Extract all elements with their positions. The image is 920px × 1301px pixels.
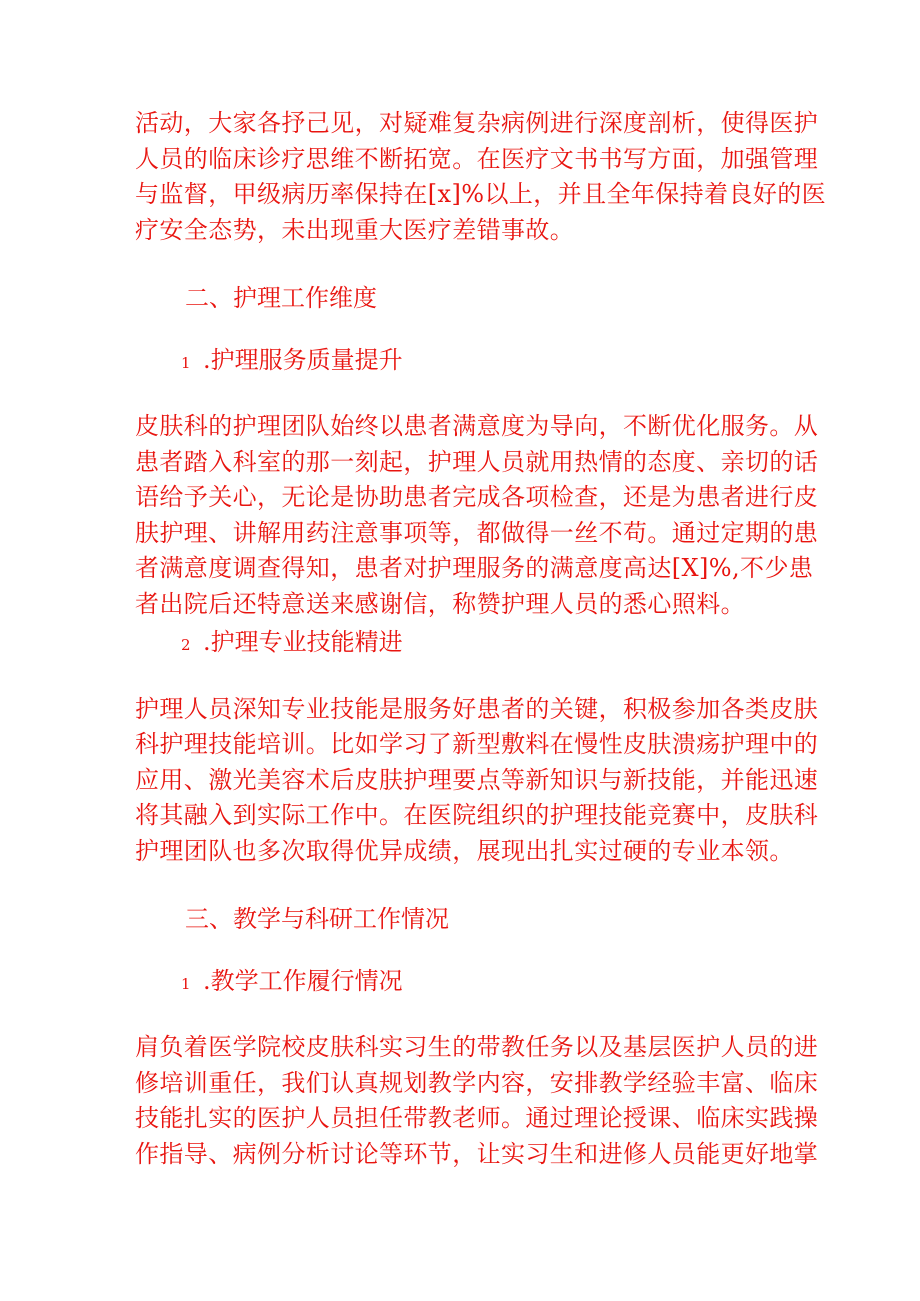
text-line: 修培训重任，我们认真规划教学内容，安排教学经验丰富、临床 <box>135 1068 819 1097</box>
text-line: 肩负着医学院校皮肤科实习生的带教任务以及基层医护人员的进 <box>135 1033 819 1061</box>
paragraph-diagnosis-summary <box>135 106 827 248</box>
section-heading-nursing: 二、护理工作维度 <box>185 284 377 312</box>
text-line: 者出院后还特意送来感谢信，称赞护理人员的悉心照料。 <box>135 589 745 618</box>
text-line: 患者踏入科室的那一刻起，护理人员就用热情的态度、亲切的话 <box>135 447 819 476</box>
text-line: 护理团队也多次取得优异成绩，展现出扎实过硬的专业本领。 <box>135 836 794 865</box>
subheading-nursing-skills <box>135 625 795 664</box>
item-title: .护理服务质量提升 <box>203 345 403 374</box>
text-line: 技能扎实的医护人员担任带教老师。通过理论授课、临床实践操 <box>135 1104 819 1132</box>
item-title: .护理专业技能精进 <box>203 628 403 656</box>
text-line: 人员的临床诊疗思维不断拓宽。在医疗文书书写方面，加强管理 <box>135 144 819 173</box>
item-number: 1 <box>181 353 191 372</box>
paragraph-nursing-service <box>135 409 819 622</box>
text-line: 与监督，甲级病历率保持在[x]%以上，并且全年保持着良好的医 <box>135 180 827 208</box>
text-line: 皮肤科的护理团队始终以患者满意度为导向，不断优化服务。从 <box>135 412 819 440</box>
text-line: 肤护理、讲解用药注意事项等，都做得一丝不苟。通过定期的患 <box>135 518 819 547</box>
item-number: 2 <box>181 636 191 654</box>
subheading-teaching <box>135 964 795 1003</box>
text-line: 疗安全态势，未出现重大医疗差错事故。 <box>135 215 575 244</box>
paragraph-nursing-skills <box>135 692 819 870</box>
document-body <box>135 106 827 1172</box>
text-line: 科护理技能培训。比如学习了新型敷料在慢性皮肤溃疡护理中的 <box>135 730 819 758</box>
text-line: 护理人员深知专业技能是服务好患者的关键，积极参加各类皮肤 <box>135 694 819 723</box>
text-line: 语给予关心，无论是协助患者完成各项检查，还是为患者进行皮 <box>135 483 819 511</box>
text-line: 活动，大家各抒己见，对疑难复杂病例进行深度剖析，使得医护 <box>135 109 819 137</box>
text-line: 将其融入到实际工作中。在医院组织的护理技能竞赛中，皮肤科 <box>135 801 819 829</box>
item-title: .教学工作履行情况 <box>203 966 403 995</box>
text-line: 应用、激光美容术后皮肤护理要点等新知识与新技能，并能迅速 <box>135 765 819 794</box>
section-heading-teaching-research: 三、教学与科研工作情况 <box>185 905 449 933</box>
text-line: 者满意度调查得知，患者对护理服务的满意度高达[X]%,不少患 <box>135 554 814 582</box>
subheading-nursing-service-quality <box>135 343 795 382</box>
text-line: 作指导、病例分析讨论等环节，让实习生和进修人员能更好地掌 <box>135 1139 819 1168</box>
item-number: 1 <box>181 974 191 993</box>
paragraph-teaching <box>135 1030 819 1172</box>
